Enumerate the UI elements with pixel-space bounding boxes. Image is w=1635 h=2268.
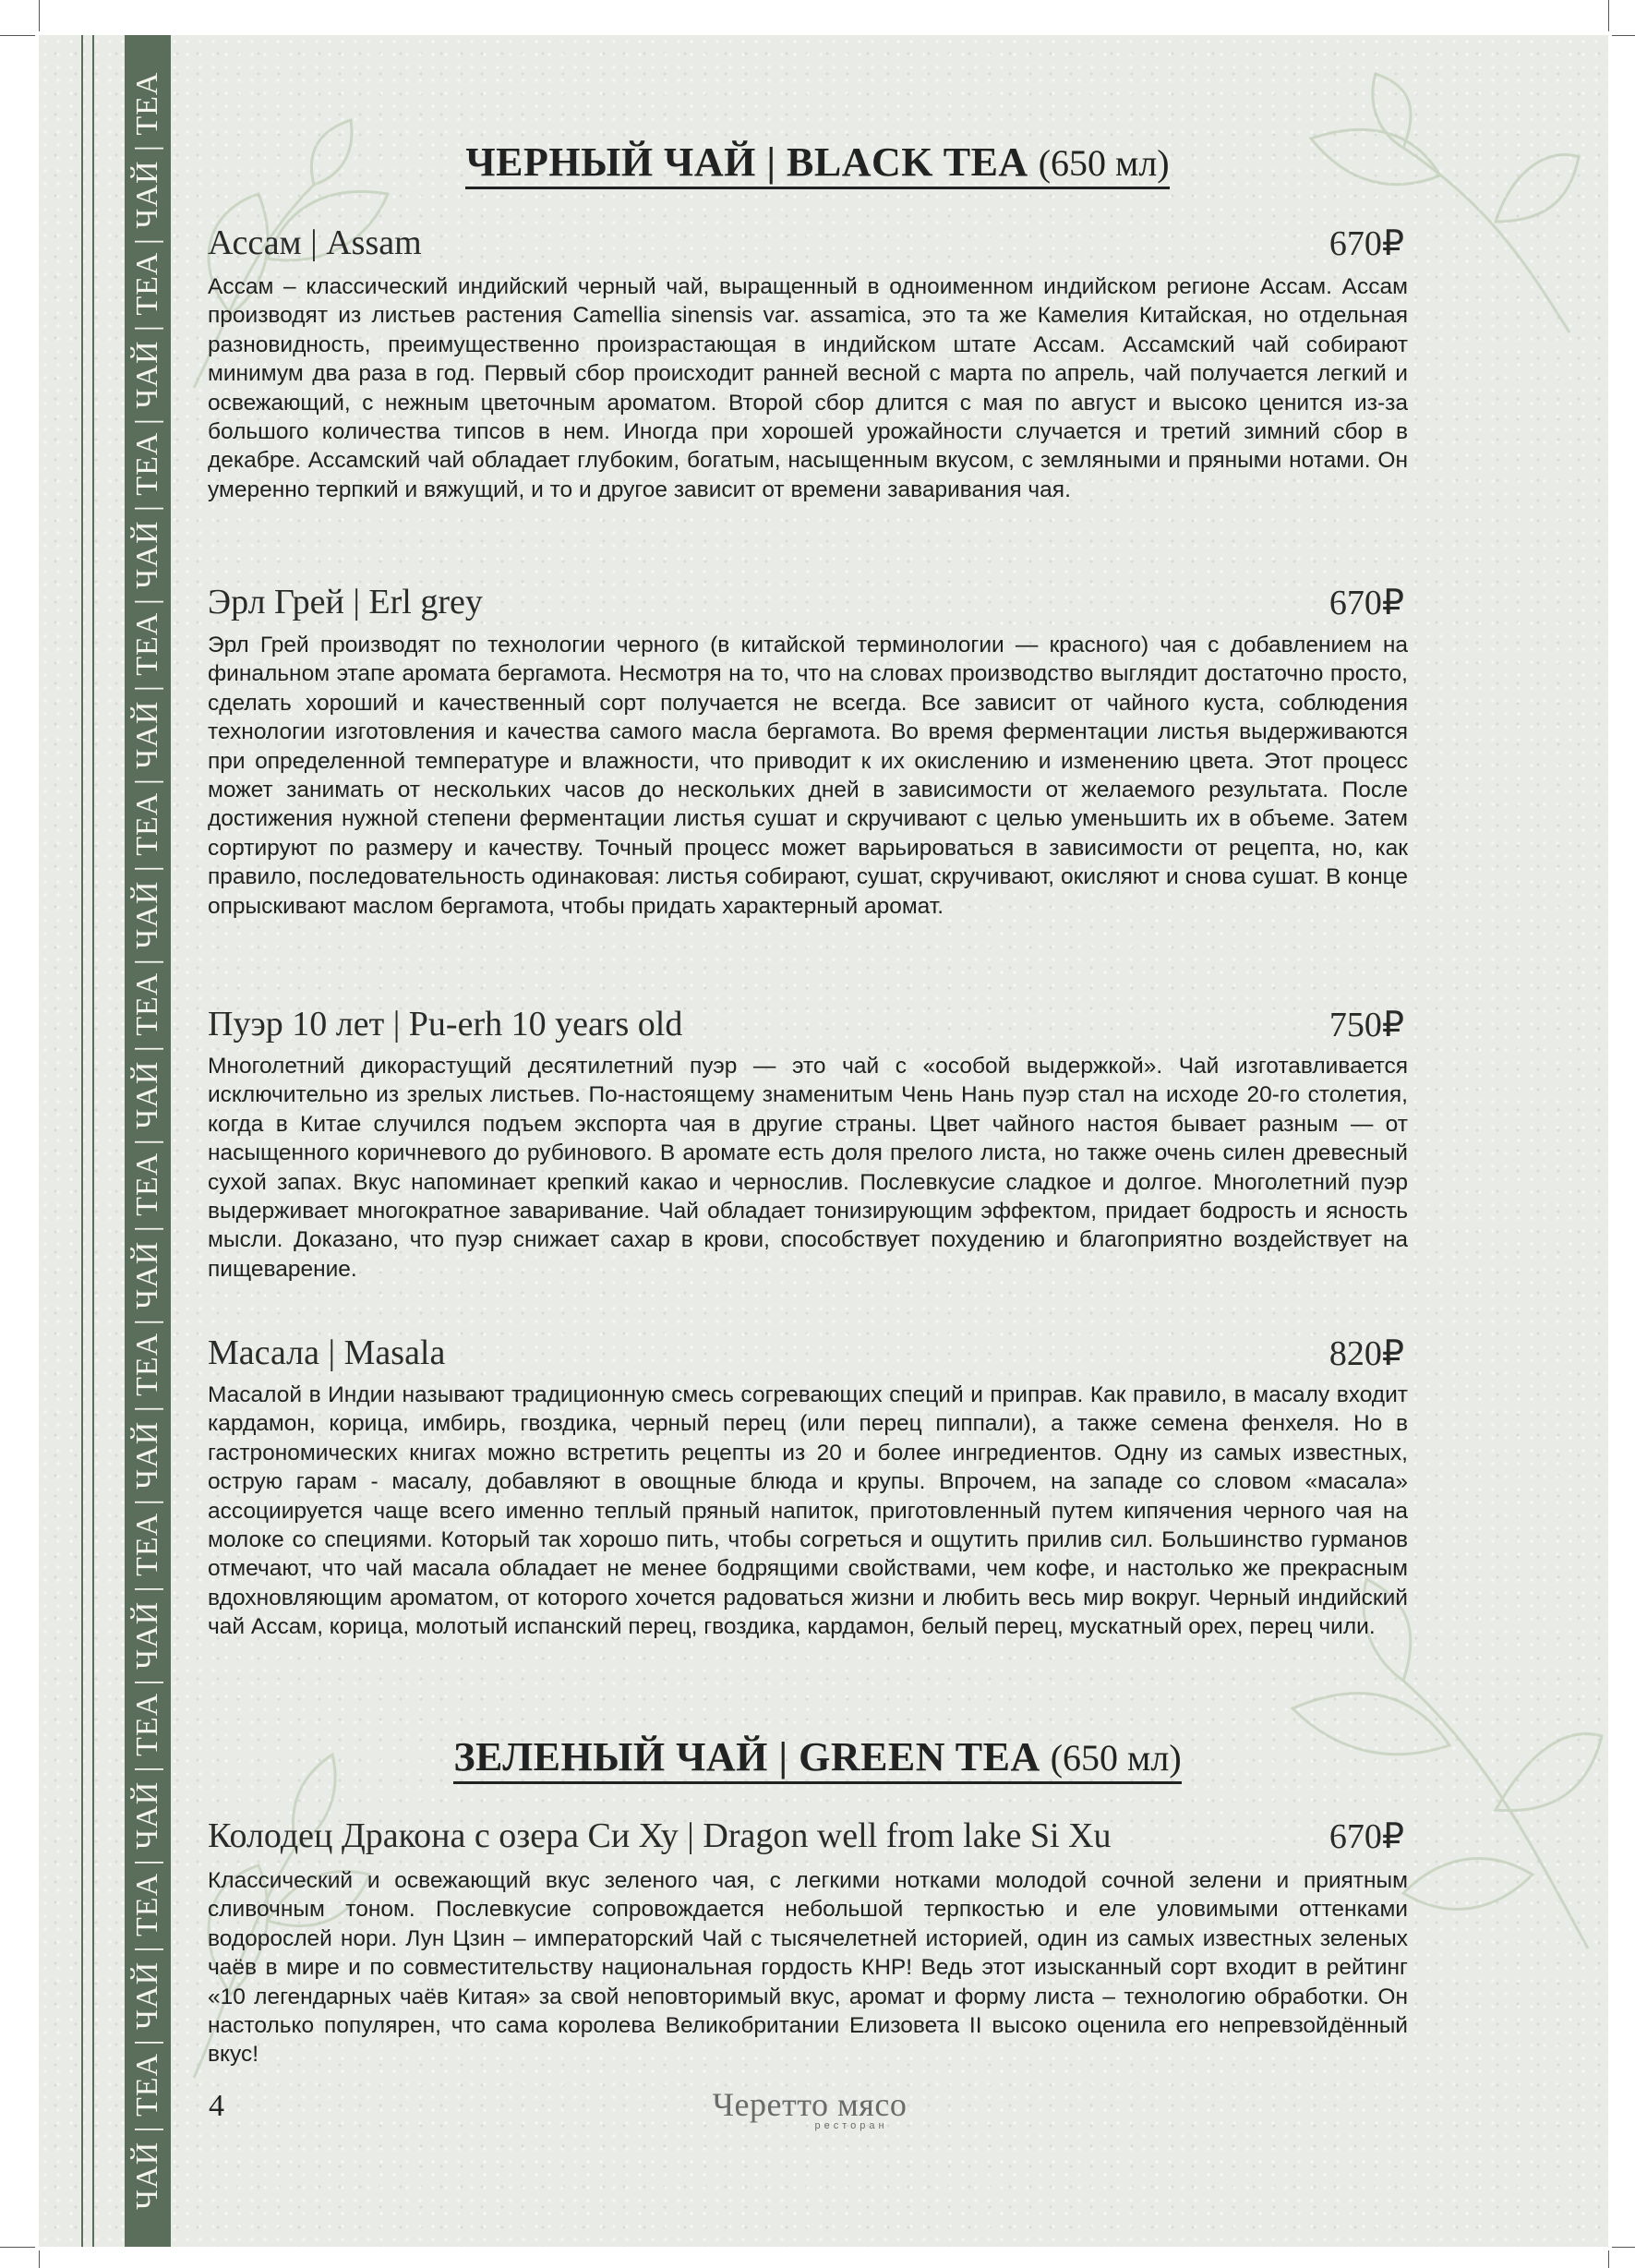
menu-item-name: Ассам | Assam	[208, 223, 422, 262]
crop-mark	[1608, 0, 1609, 31]
crop-mark	[1612, 2247, 1635, 2248]
side-band-text: ЧАЙ | TEA | ЧАЙ | TEA | ЧАЙ | TEA | ЧАЙ | TEA | ЧАЙ | TEA | ЧАЙ | TEA | ЧАЙ | TEA | ЧАЙ | TEA | ЧАЙ | TEA | ЧАЙ | TEA | ЧАЙ | TEA | ЧАЙ | TEA	[130, 71, 164, 2211]
crop-mark	[1608, 2250, 1609, 2268]
menu-item-name: Пуэр 10 лет | Pu-erh 10 years old	[208, 1005, 683, 1044]
menu-item-header	[208, 1816, 1404, 1857]
menu-item-name: Масала | Masala	[208, 1333, 446, 1372]
crop-mark	[39, 0, 40, 31]
crop-mark	[39, 2250, 40, 2268]
menu-item-description: Эрл Грей производят по технологии черного (в китайской терминологии — красного) чая с добавлением на финальном этапе аромата бергамота. Несмотря на то, что на словах производство выглядит достаточно просто, сделать хороший и качественный сорт получается не всегда. Все зависит от чайного куста, соблюдения технологии изготовления и качества самого масла бергамота. Во время ферментации листья выдерживаются при определенной температуре и влажности, что приводит к их окислению и изменению цвета. Этот процесс может занимать от нескольких часов до нескольких дней в зависимости от желаемого результата. После достижения нужной степени ферментации листья сушат и скручивают с целью уменьшить их в объеме. Затем сортируют по размеру и качеству. Точный процесс может варьироваться в зависимости от рецепта, но, как правило, последовательность одинаковая: листья собирают, сушат, скручивают, окисляют и снова сушат. В конце опрыскивают маслом бергамота, чтобы придать характерный аромат.	[208, 633, 1408, 919]
menu-item-price: 670₽	[1328, 224, 1404, 263]
black-tea-title: ЧЕРНЫЙ ЧАЙ | BLACK TEA	[465, 139, 1028, 185]
crop-mark	[0, 35, 35, 36]
menu-item-header	[208, 1333, 1404, 1374]
crop-mark	[0, 2247, 35, 2248]
menu-item-price: 670₽	[1328, 584, 1404, 622]
crop-mark	[1612, 35, 1635, 36]
logo-text: Черетто мясо	[712, 2086, 908, 2123]
side-line	[81, 35, 83, 2247]
side-band	[125, 35, 171, 2247]
black-tea-volume: (650 мл)	[1038, 142, 1170, 184]
menu-item-name: Колодец Дракона с озера Си Ху | Dragon well from lake Si Xu	[208, 1816, 1112, 1855]
menu-item-description: Многолетний дикорастущий десятилетний пуэр — это чай с «особой выдержкой». Чай изготавливается исключительно из зрелых листьев. По-настоящему знаменитым Чень Нань пуэр стал на исходе 20-го столетия, когда в Китае случился подъем экспорта чая в другие страны. Цвет чайного настоя бывает разным — от насыщенного коричневого до рубинового. В аромате есть доля прелого листа, но также очень силен древесный сухой запах. Вкус напоминает крепкий какао и чернослив. Послевкусие сладкое и долгое. Многолетний пуэр выдерживает многократное заваривание. Чай обладает тонизирующим эффектом, придает бодрость и ясность мысли. Доказано, что пуэр снижает сахар в крови, способствует похудению и благоприятно воздействует на пищеварение.	[208, 1054, 1408, 1282]
page-number: 4	[209, 2089, 224, 2123]
side-line	[92, 35, 94, 2247]
menu-item-description: Классический и освежающий вкус зеленого чая, с легкими нотками молодой сочной зелени и приятным сливочным тоном. Послевкусие сопровождается небольшой терпкостью и еле уловимыми оттенками водорослей нори. Лун Цзин – императорский Чай с тысячелетней историей, один из самых известных зеленых чаёв в мире и по совместительству национальная гордость КНР! Ведь этот изысканный сорт входит в рейтинг «10 легендарных чаёв Китая» за свой неповторимый вкус, аромат и форму листа – технологию обработки. Он настолько популярен, что сама королева Великобритании Елизовета II высоко оценила его непревзойдённый вкус!	[208, 1868, 1408, 2068]
menu-item-price: 820₽	[1328, 1334, 1404, 1373]
green-tea-title: ЗЕЛЕНЫЙ ЧАЙ | GREEN TEA	[453, 1734, 1040, 1779]
logo-subtext: ресторан	[814, 2120, 888, 2131]
menu-item-description: Масалой в Индии называют традиционную смесь согревающих специй и приправ. Как правило, в масалу входит кардамон, корица, имбирь, гвоздика, черный перец (или перец пиппали), а также семена фенхеля. Но в гастрономических книгах можно встретить рецепты из 20 и более ингредиентов. Одну из самых известных, острую гарам - масалу, добавляют в овощные блюда и крупы. Впрочем, на западе со словом «масала» ассоциируется чаще всего именно теплый пряный напиток, приготовленный путем кипячения черного чая на молоке со специями. Который так хорошо пить, чтобы согреться и ощутить прилив сил. Большинство гурманов отмечают, что чай масала обладает не менее бодрящими свойствами, чем кофе, и настолько же прекрасным вдохновляющим ароматом, от которого хочется радоваться жизни и любить весь мир вокруг. Черный индийский чай Ассам, корица, молотый испанский перец, гвоздика, кардамон, белый перец, мускатный орех, перец чили.	[208, 1382, 1408, 1640]
menu-item-price: 670₽	[1328, 1817, 1404, 1856]
restaurant-logo	[699, 2085, 920, 2131]
menu-item-price: 750₽	[1328, 1006, 1404, 1044]
menu-item-header	[208, 223, 1404, 264]
section-title-black-tea	[0, 139, 1635, 186]
menu-item-header	[208, 582, 1404, 623]
section-title-green-tea	[0, 1733, 1635, 1780]
menu-item-description: Ассам – классический индийский черный чай, выращенный в одноименном индийском регионе Ассам. Ассам производят из листьев растения Camellia sinensis var. assamica, это та же Камелия Китайская, но отдельная разновидность, преимущественно произрастающая в индийском штате Ассам. Ассамский чай собирают минимум два раза в год. Первый сбор происходит ранней весной с марта по апрель, чай получается легкий и освежающий, с нежным цветочным ароматом. Второй сбор длится с мая по август и высоко ценится из-за большого количества типсов в нем. Иногда при хорошей урожайности случается и третий зимний сбор в декабре. Ассамский чай обладает глубоким, богатым, насыщенным вкусом, с земляными и пряными нотами. Он умеренно терпкий и вяжущий, и то и другое зависит от времени заваривания чая.	[208, 274, 1408, 502]
menu-item-header	[208, 1004, 1404, 1045]
menu-item-name: Эрл Грей | Erl grey	[208, 583, 483, 621]
green-tea-volume: (650 мл)	[1050, 1737, 1182, 1779]
